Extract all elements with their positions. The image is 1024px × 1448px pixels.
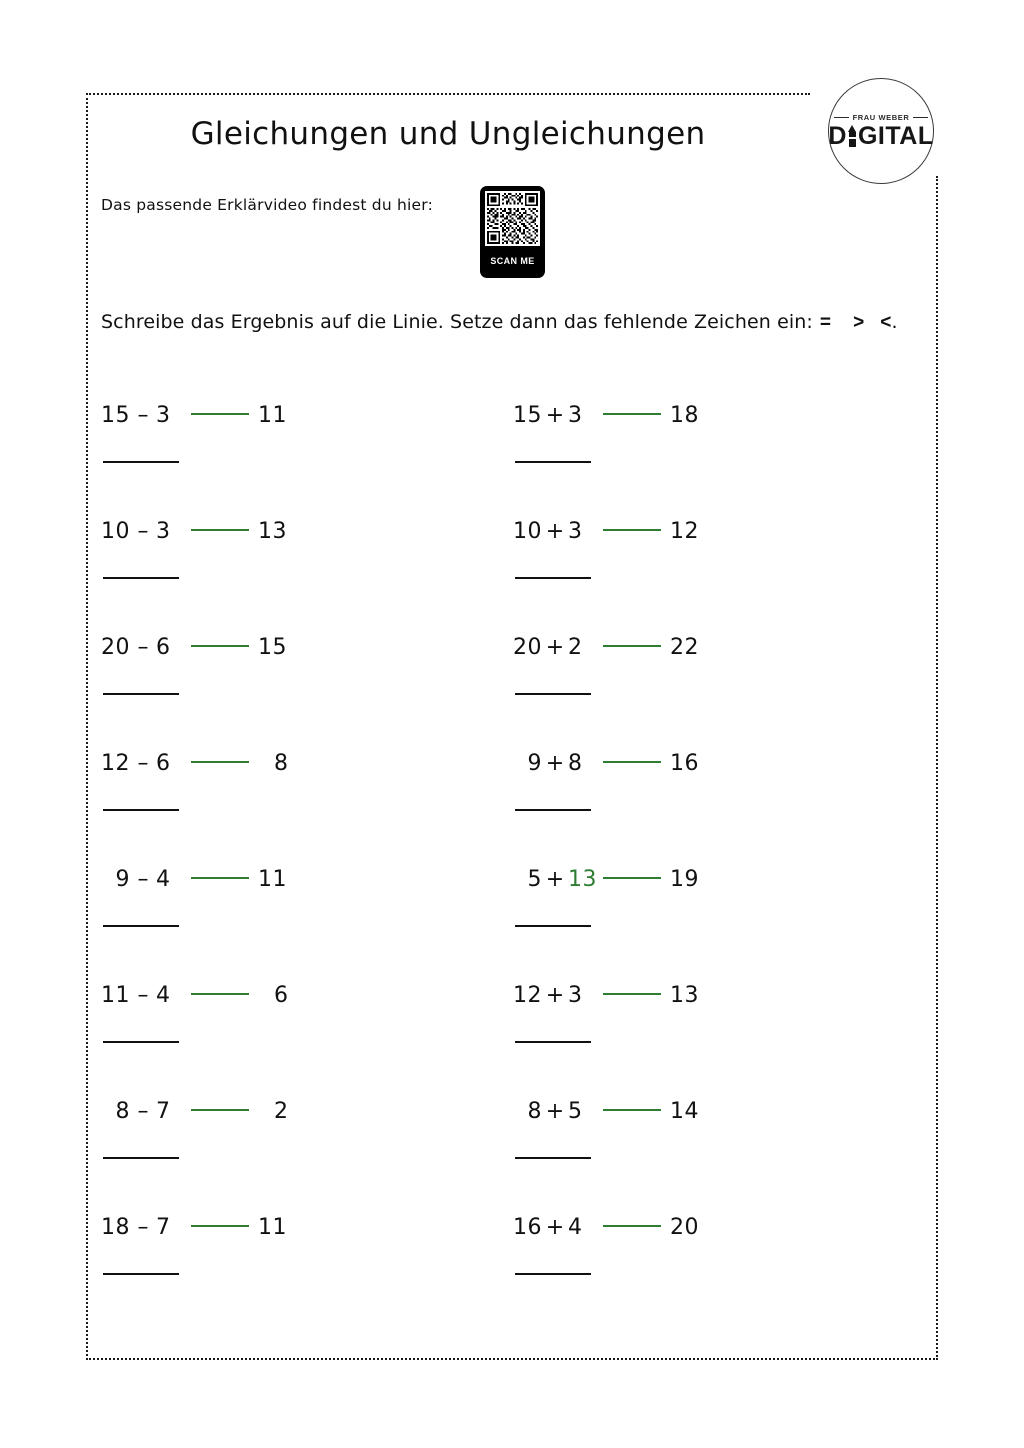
operator-symbol: + — [545, 518, 565, 544]
operand-first: 15 — [101, 402, 130, 428]
brand-logo — [828, 78, 934, 184]
instruction-period: . — [891, 311, 898, 333]
operator-symbol: – — [137, 982, 149, 1008]
result-answer-line[interactable] — [515, 809, 591, 811]
result-answer-line[interactable] — [103, 577, 179, 579]
operand-first: 8 — [527, 1098, 542, 1124]
operator-symbol: – — [137, 750, 149, 776]
operand-first: 20 — [513, 634, 542, 660]
exercise-expression — [512, 630, 702, 664]
logo-tagline — [834, 113, 929, 122]
operand-first: 9 — [527, 750, 542, 776]
exercise-item — [100, 1210, 430, 1326]
operand-second: 4 — [156, 866, 171, 892]
exercise-expression — [100, 630, 290, 664]
operand-second: 7 — [156, 1214, 171, 1240]
operand-second: 6 — [156, 634, 171, 660]
operator-symbol: – — [137, 1098, 149, 1124]
frame-border-bottom — [86, 1358, 938, 1360]
result-answer-line[interactable] — [515, 1041, 591, 1043]
exercise-expression — [100, 1210, 290, 1244]
exercise-item — [512, 746, 842, 862]
comparison-sign-blank[interactable] — [191, 413, 249, 415]
operator-symbol: – — [137, 634, 149, 660]
exercise-expression — [512, 398, 702, 432]
operand-second: 3 — [568, 402, 583, 428]
result-answer-line[interactable] — [515, 1157, 591, 1159]
exercise-expression — [512, 1210, 702, 1244]
qr-code-badge[interactable] — [480, 186, 545, 278]
logo-word-before: D — [828, 122, 847, 150]
frame-border-top — [86, 93, 810, 95]
result-answer-line[interactable] — [515, 1273, 591, 1275]
exercise-row — [0, 862, 1024, 978]
result-answer-line[interactable] — [103, 461, 179, 463]
instruction-text: Schreibe das Ergebnis auf die Linie. Setze dann das fehlende Zeichen ein: — [101, 311, 813, 333]
operator-symbol: – — [137, 518, 149, 544]
comparison-sign-blank[interactable] — [191, 993, 249, 995]
comparison-sign-blank[interactable] — [191, 1225, 249, 1227]
operator-symbol: + — [545, 402, 565, 428]
operand-first: 15 — [513, 402, 542, 428]
result-answer-line[interactable] — [515, 693, 591, 695]
qr-scan-me-label: SCAN ME — [490, 256, 535, 266]
comparison-sign-blank[interactable] — [191, 1109, 249, 1111]
operand-second: 4 — [568, 1214, 583, 1240]
operand-first: 20 — [101, 634, 130, 660]
comparison-sign-blank[interactable] — [191, 529, 249, 531]
operand-second: 8 — [568, 750, 583, 776]
video-hint-label: Das passende Erklärvideo findest du hier: — [101, 196, 433, 214]
instruction-line — [101, 311, 898, 334]
comparison-value: 6 — [274, 982, 289, 1008]
logo-wordmark — [828, 124, 933, 149]
comparison-sign-blank[interactable] — [603, 877, 661, 879]
result-answer-line[interactable] — [103, 1157, 179, 1159]
exercise-item — [512, 514, 842, 630]
operand-second: 7 — [156, 1098, 171, 1124]
comparison-value: 11 — [258, 1214, 287, 1240]
comparison-value: 20 — [670, 1214, 699, 1240]
operator-symbol: – — [137, 1214, 149, 1240]
symbol-equals: = — [819, 312, 832, 333]
logo-tagline-text: FRAU WEBER — [852, 113, 910, 122]
operand-second: 4 — [156, 982, 171, 1008]
qr-code-image — [485, 191, 540, 246]
operand-second: 3 — [156, 518, 171, 544]
exercise-row — [0, 746, 1024, 862]
comparison-sign-blank[interactable] — [603, 761, 661, 763]
exercise-item — [512, 630, 842, 746]
operand-second: 2 — [568, 634, 583, 660]
exercise-item — [100, 514, 430, 630]
symbol-greater: > — [853, 312, 865, 333]
exercise-row — [0, 978, 1024, 1094]
result-answer-line[interactable] — [103, 809, 179, 811]
exercise-expression — [512, 978, 702, 1012]
operator-symbol: – — [137, 402, 149, 428]
comparison-value: 8 — [274, 750, 289, 776]
result-answer-line[interactable] — [103, 925, 179, 927]
operand-first: 18 — [101, 1214, 130, 1240]
exercise-row — [0, 630, 1024, 746]
operand-second: 5 — [568, 1098, 583, 1124]
exercise-expression — [512, 862, 702, 896]
operand-second: 3 — [156, 402, 171, 428]
operator-symbol: + — [545, 1098, 565, 1124]
operand-first: 8 — [115, 1098, 130, 1124]
comparison-value: 22 — [670, 634, 699, 660]
operator-symbol: – — [137, 866, 149, 892]
exercise-expression — [512, 746, 702, 780]
exercise-item — [100, 398, 430, 514]
comparison-value: 13 — [258, 518, 287, 544]
comparison-value: 18 — [670, 402, 699, 428]
result-answer-line[interactable] — [103, 1273, 179, 1275]
operand-second: 6 — [156, 750, 171, 776]
exercise-grid — [0, 398, 1024, 1326]
exercise-item — [512, 1210, 842, 1326]
operand-first: 9 — [115, 866, 130, 892]
operator-symbol: + — [545, 750, 565, 776]
comparison-sign-blank[interactable] — [191, 761, 249, 763]
comparison-value: 12 — [670, 518, 699, 544]
exercise-row — [0, 1210, 1024, 1326]
exercise-item — [100, 978, 430, 1094]
result-answer-line[interactable] — [103, 693, 179, 695]
exercise-item — [512, 398, 842, 514]
exercise-item — [100, 630, 430, 746]
operand-first: 10 — [101, 518, 130, 544]
exercise-expression — [100, 514, 290, 548]
result-answer-line[interactable] — [515, 577, 591, 579]
comparison-sign-blank[interactable] — [191, 645, 249, 647]
operand-first: 12 — [101, 750, 130, 776]
exercise-item — [512, 1094, 842, 1210]
comparison-value: 2 — [274, 1098, 289, 1124]
comparison-value: 13 — [670, 982, 699, 1008]
comparison-value: 16 — [670, 750, 699, 776]
operand-first: 5 — [527, 866, 542, 892]
operand-second: 3 — [568, 982, 583, 1008]
exercise-item — [512, 978, 842, 1094]
comparison-value: 15 — [258, 634, 287, 660]
exercise-item — [512, 862, 842, 978]
exercise-item — [100, 1094, 430, 1210]
operator-symbol: + — [545, 1214, 565, 1240]
logo-word-after: GITAL — [857, 122, 934, 150]
result-answer-line[interactable] — [515, 461, 591, 463]
comparison-sign-blank[interactable] — [603, 529, 661, 531]
comparison-sign-blank[interactable] — [603, 1225, 661, 1227]
comparison-value: 11 — [258, 402, 287, 428]
comparison-sign-blank[interactable] — [603, 413, 661, 415]
result-answer-line[interactable] — [515, 925, 591, 927]
comparison-sign-blank[interactable] — [603, 645, 661, 647]
operator-symbol: + — [545, 982, 565, 1008]
exercise-row — [0, 398, 1024, 514]
comparison-value: 19 — [670, 866, 699, 892]
exercise-expression — [100, 746, 290, 780]
exercise-expression — [512, 514, 702, 548]
symbol-less: < — [880, 312, 892, 333]
exercise-expression — [100, 978, 290, 1012]
exercise-row — [0, 1094, 1024, 1210]
comparison-sign-blank[interactable] — [603, 1109, 661, 1111]
comparison-value: 11 — [258, 866, 287, 892]
operator-symbol: + — [545, 634, 565, 660]
operand-second-filled: 13 — [568, 866, 597, 892]
pencil-icon — [848, 125, 857, 149]
operand-first: 12 — [513, 982, 542, 1008]
logo-rule-left — [834, 117, 849, 118]
exercise-expression — [512, 1094, 702, 1128]
operator-symbol: + — [545, 866, 565, 892]
exercise-row — [0, 514, 1024, 630]
result-answer-line[interactable] — [103, 1041, 179, 1043]
exercise-expression — [100, 398, 290, 432]
comparison-sign-blank[interactable] — [191, 877, 249, 879]
logo-rule-right — [913, 117, 928, 118]
operand-first: 11 — [101, 982, 130, 1008]
exercise-item — [100, 862, 430, 978]
page-title: Gleichungen und Ungleichungen — [190, 116, 706, 152]
operand-first: 16 — [513, 1214, 542, 1240]
exercise-expression — [100, 862, 290, 896]
operand-first: 10 — [513, 518, 542, 544]
exercise-item — [100, 746, 430, 862]
comparison-sign-blank[interactable] — [603, 993, 661, 995]
exercise-expression — [100, 1094, 290, 1128]
operand-second: 3 — [568, 518, 583, 544]
comparison-value: 14 — [670, 1098, 699, 1124]
